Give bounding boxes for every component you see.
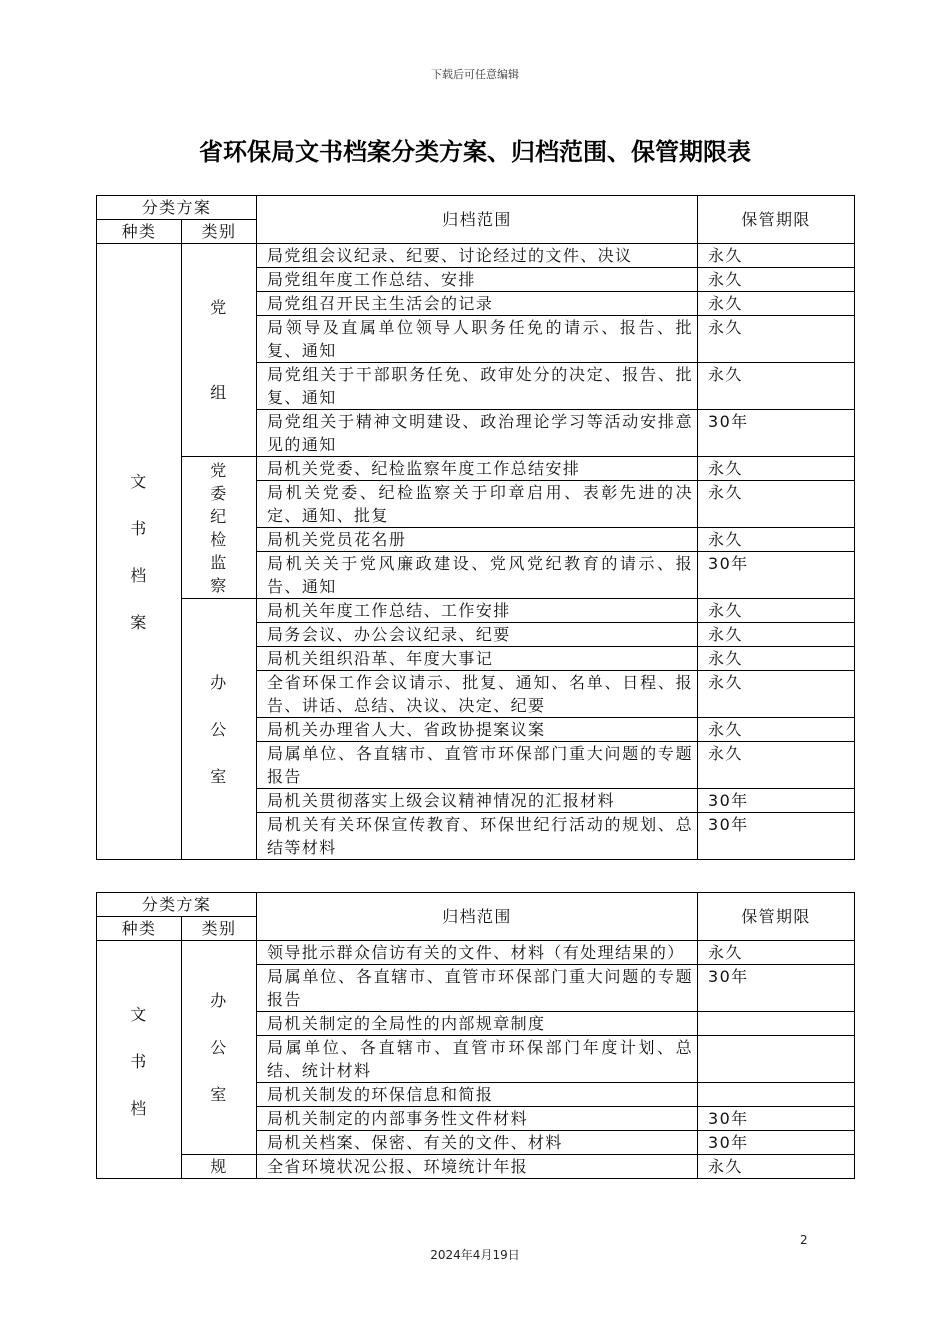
period-cell: 30年: [698, 813, 855, 860]
period-cell: 30年: [698, 1107, 855, 1131]
scope-cell: 局属单位、各直辖市、直管市环保部门重大问题的专题报告: [257, 965, 698, 1012]
period-cell: 30年: [698, 410, 855, 457]
category-char: 办: [210, 991, 228, 1010]
category-char: 监: [210, 552, 228, 572]
scope-cell: 局机关档案、保密、有关的文件、材料: [257, 1131, 698, 1155]
scope-cell: 领导批示群众信访有关的文件、材料（有处理结果的）: [257, 941, 698, 965]
period-cell: [698, 1036, 855, 1083]
category-cell: [182, 599, 257, 860]
category-char: 办: [210, 672, 228, 692]
scope-cell: 全省环保工作会议请示、批复、通知、名单、日程、报告、讲话、总结、决议、决定、纪要: [257, 671, 698, 718]
category-char: 党: [210, 298, 228, 317]
period-cell: 永久: [698, 481, 855, 528]
header-scope: 归档范围: [257, 893, 698, 941]
period-cell: 永久: [698, 599, 855, 623]
period-cell: [698, 1083, 855, 1107]
category-cell: [182, 244, 257, 457]
period-cell: 永久: [698, 528, 855, 552]
scope-cell: 局机关党委、纪检监察年度工作总结安排: [257, 457, 698, 481]
period-cell: 永久: [698, 623, 855, 647]
period-cell: 永久: [698, 718, 855, 742]
period-cell: 30年: [698, 1131, 855, 1155]
kind-char: 案: [130, 612, 148, 632]
scope-cell: 局机关有关环保宣传教育、环保世纪行活动的规划、总结等材料: [257, 813, 698, 860]
scope-cell: 局党组关于干部职务任免、政审处分的决定、报告、批复、通知: [257, 363, 698, 410]
scope-cell: 局机关党委、纪检监察关于印章启用、表彰先进的决定、通知、批复: [257, 481, 698, 528]
category-char: 公: [210, 1038, 228, 1057]
header-period: 保管期限: [698, 893, 855, 941]
footer-date: 2024年4月19日: [430, 1248, 520, 1262]
scope-cell: 局党组会议纪录、纪要、讨论经过的文件、决议: [257, 244, 698, 268]
period-cell: 永久: [698, 292, 855, 316]
category-char: 室: [210, 1085, 228, 1104]
category-char: 组: [210, 383, 228, 402]
header-kind: 种类: [97, 220, 182, 244]
category-char: 公: [210, 719, 228, 739]
kind-cell: [97, 244, 182, 860]
scope-cell: 局机关制定的内部事务性文件材料: [257, 1107, 698, 1131]
scope-cell: 局领导及直属单位领导人职务任免的请示、报告、批复、通知: [257, 316, 698, 363]
header-category: 类别: [182, 917, 257, 941]
scope-cell: 局属单位、各直辖市、直管市环保部门年度计划、总结、统计材料: [257, 1036, 698, 1083]
scope-cell: 局机关关于党风廉政建设、党风党纪教育的请示、报告、通知: [257, 552, 698, 599]
scope-cell: 局党组年度工作总结、安排: [257, 268, 698, 292]
kind-char: 书: [130, 518, 148, 538]
category-cell: [182, 457, 257, 599]
scope-cell: 局党组召开民主生活会的记录: [257, 292, 698, 316]
period-cell: 永久: [698, 671, 855, 718]
period-cell: 永久: [698, 941, 855, 965]
period-cell: 永久: [698, 647, 855, 671]
period-cell: 永久: [698, 363, 855, 410]
scope-cell: 局机关党员花名册: [257, 528, 698, 552]
header-period: 保管期限: [698, 196, 855, 244]
page-number: 2: [800, 1233, 808, 1247]
header-scope: 归档范围: [257, 196, 698, 244]
period-cell: 30年: [698, 789, 855, 813]
scope-cell: 局务会议、办公会议纪录、纪要: [257, 623, 698, 647]
category-char: 检: [210, 529, 228, 549]
archive-table-1: [96, 195, 855, 860]
scope-cell: 局机关办理省人大、省政协提案议案: [257, 718, 698, 742]
period-cell: 30年: [698, 552, 855, 599]
category-char: 党: [210, 460, 228, 480]
header-note: 下载后可任意编辑: [431, 68, 519, 81]
header-classification: 分类方案: [97, 893, 257, 917]
kind-char: 书: [130, 1052, 148, 1071]
header-classification: 分类方案: [97, 196, 257, 220]
kind-char: 档: [130, 565, 148, 585]
document-title: 省环保局文书档案分类方案、归档范围、保管期限表: [199, 138, 751, 166]
kind-char: 文: [130, 471, 148, 491]
scope-cell: 局党组关于精神文明建设、政治理论学习等活动安排意见的通知: [257, 410, 698, 457]
category-char: 委: [210, 483, 228, 503]
period-cell: 永久: [698, 742, 855, 789]
period-cell: 永久: [698, 1155, 855, 1179]
period-cell: 30年: [698, 965, 855, 1012]
category-char: 室: [210, 766, 228, 786]
scope-cell: 局属单位、各直辖市、直管市环保部门重大问题的专题报告: [257, 742, 698, 789]
category-char: 察: [210, 575, 228, 595]
scope-cell: 局机关年度工作总结、工作安排: [257, 599, 698, 623]
period-cell: 永久: [698, 457, 855, 481]
category-char: 纪: [210, 506, 228, 526]
kind-char: 档: [130, 1099, 148, 1118]
archive-table-2: [96, 892, 855, 1179]
scope-cell: 局机关制发的环保信息和简报: [257, 1083, 698, 1107]
scope-cell: 局机关贯彻落实上级会议精神情况的汇报材料: [257, 789, 698, 813]
period-cell: 永久: [698, 316, 855, 363]
kind-char: 文: [130, 1005, 148, 1024]
header-category: 类别: [182, 220, 257, 244]
header-kind: 种类: [97, 917, 182, 941]
scope-cell: 局机关制定的全局性的内部规章制度: [257, 1012, 698, 1036]
kind-cell: [97, 941, 182, 1179]
scope-cell: 局机关组织沿革、年度大事记: [257, 647, 698, 671]
period-cell: 永久: [698, 268, 855, 292]
scope-cell: 全省环境状况公报、环境统计年报: [257, 1155, 698, 1179]
category-cell: 规: [182, 1155, 257, 1179]
category-cell: [182, 941, 257, 1155]
period-cell: [698, 1012, 855, 1036]
period-cell: 永久: [698, 244, 855, 268]
